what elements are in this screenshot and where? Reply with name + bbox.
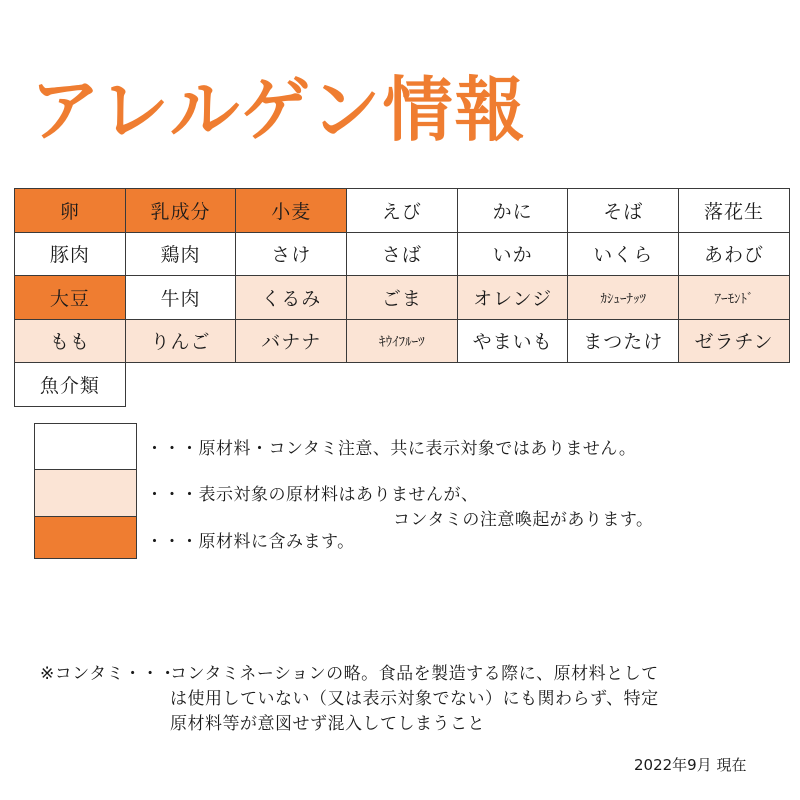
allergen-cell: オレンジ: [457, 275, 569, 320]
allergen-cell: 乳成分: [125, 188, 237, 233]
allergen-cell: ｱｰﾓﾝﾄﾞ: [678, 275, 790, 320]
allergen-cell: ｷｳｲﾌﾙｰﾂ: [346, 319, 458, 364]
allergen-cell: ごま: [346, 275, 458, 320]
allergen-cell: ｶｼｭｰﾅｯﾂ: [567, 275, 679, 320]
allergen-cell: 小麦: [235, 188, 347, 233]
legend-swatch-contamination: [34, 469, 137, 517]
footnote-lead: ※コンタミ・・・: [40, 664, 177, 684]
allergen-cell: 卵: [14, 188, 126, 233]
legend-swatch-none: [34, 423, 137, 470]
legend-text-contamination-1: ・・・表示対象の原材料はありませんが、: [146, 485, 479, 505]
allergen-cell: 魚介類: [14, 362, 126, 407]
allergen-table: [14, 188, 789, 406]
allergen-cell: くるみ: [235, 275, 347, 320]
allergen-cell: いか: [457, 232, 569, 277]
legend-swatch-contains: [34, 516, 137, 559]
allergen-cell: 豚肉: [14, 232, 126, 277]
allergen-cell: あわび: [678, 232, 790, 277]
allergen-cell: りんご: [125, 319, 237, 364]
allergen-cell: バナナ: [235, 319, 347, 364]
allergen-cell: 大豆: [14, 275, 126, 320]
allergen-cell: さば: [346, 232, 458, 277]
allergen-cell: 牛肉: [125, 275, 237, 320]
legend-text-none: ・・・原材料・コンタミ注意、共に表示対象ではありません。: [146, 439, 637, 459]
legend-text-contamination-2: コンタミの注意喚起があります。: [393, 510, 654, 530]
footnote-line-2: は使用していない（又は表示対象でない）にも関わらず、特定: [170, 689, 659, 709]
allergen-cell: かに: [457, 188, 569, 233]
allergen-cell: もも: [14, 319, 126, 364]
footnote-line-1: コンタミネーションの略。食品を製造する際に、原材料として: [170, 664, 659, 684]
allergen-cell: いくら: [567, 232, 679, 277]
footnote-line-3: 原材料等が意図せず混入してしまうこと: [170, 714, 485, 734]
allergen-cell: やまいも: [457, 319, 569, 364]
allergen-cell: 落花生: [678, 188, 790, 233]
allergen-cell: さけ: [235, 232, 347, 277]
allergen-cell: そば: [567, 188, 679, 233]
allergen-cell: まつたけ: [567, 319, 679, 364]
allergen-cell: えび: [346, 188, 458, 233]
allergen-cell: ゼラチン: [678, 319, 790, 364]
allergen-cell: 鶏肉: [125, 232, 237, 277]
legend-text-contains: ・・・原材料に含みます。: [146, 532, 355, 552]
page-title: アレルゲン情報: [30, 69, 527, 151]
as-of-date: 2022年9月 現在: [634, 756, 747, 774]
